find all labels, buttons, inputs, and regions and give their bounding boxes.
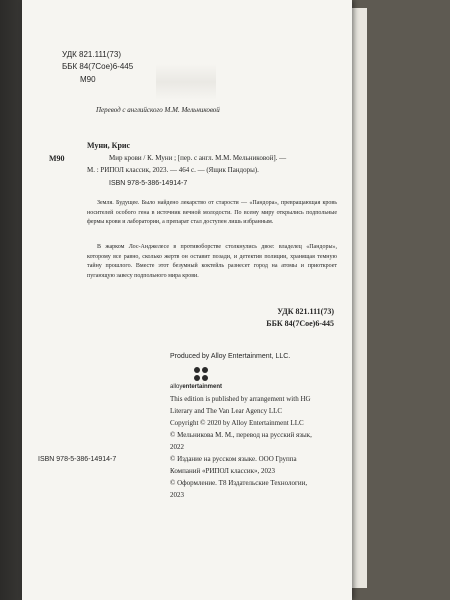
page-edge [350,8,367,588]
logo-prefix: alloy [170,384,183,390]
record-title-line: Мир крови / К. Муни ; [пер. с англ. М.М. Мельниковой]. — [109,154,287,162]
record-isbn: ISBN 978-5-386-14914-7 [109,180,188,187]
annotation-paragraph-1: Земля. Будущее. Было найдено лекарство от старости — «Пандора», превращающая кровь носителей особого гена в источник вечной молодости. По всему миру открылись подпольные фермы крови и лаборатории, а препарат стал доступен лишь избранным. [87,200,337,225]
udk-code: УДК 821.111(73) [62,50,121,59]
annotation-paragraph-2: В жарком Лос-Анджелесе в противоборстве столкнулись двое: владелец «Пандоры», которому все равно, сколько жертв он оставит позади, и детектив полиции, хранящая темную тайну прошлого. Вместе этот безумный коктейль разнесет город на атомы и приоткроет пугающую завесу подпольного мира крови. [87,244,337,279]
footer-udk-code: УДК 821.111(73) [277,307,334,316]
record-publisher-line: М. : РИПОЛ классик, 2023. — 464 с. — (Ящик Пандоры). [87,166,259,174]
produced-by: Produced by Alloy Entertainment, LLC. [170,353,291,360]
rights-line-8: © Оформление. Т8 Издательские Технологии, [170,479,308,487]
bbk-code: ББК 84(7Сое)6-445 [62,62,134,71]
translation-credit: Перевод с английского М.М. Мельниковой [96,106,220,114]
rights-line-2: Literary and The Van Lear Agency LLC [170,407,283,415]
record-author: Муни, Крис [87,141,131,150]
author-mark-code: М90 [80,75,96,84]
show-through-shadow [156,64,216,100]
footer-isbn: ISBN 978-5-386-14914-7 [38,456,117,463]
rights-line-6: © Издание на русском языке. ООО Группа [170,455,297,463]
rights-line-7: Компаний «РИПОЛ классик», 2023 [170,467,276,475]
rights-line-4: © Мельникова М. М., перевод на русский язык, [170,431,312,439]
rights-line-1: This edition is published by arrangement with HG [170,395,311,403]
rights-line-5: 2022 [170,443,184,451]
copyright-page [22,0,352,600]
alloy-entertainment-logo-icon [194,367,208,381]
rights-line-9: 2023 [170,491,184,499]
footer-bbk-code: ББК 84(7Сое)6-445 [266,319,334,328]
logo-suffix: entertainment [182,384,223,390]
alloy-entertainment-logo [170,384,222,390]
rights-line-3: Copyright © 2020 by Alloy Entertainment LLC [170,419,304,427]
record-code: М90 [49,154,65,163]
